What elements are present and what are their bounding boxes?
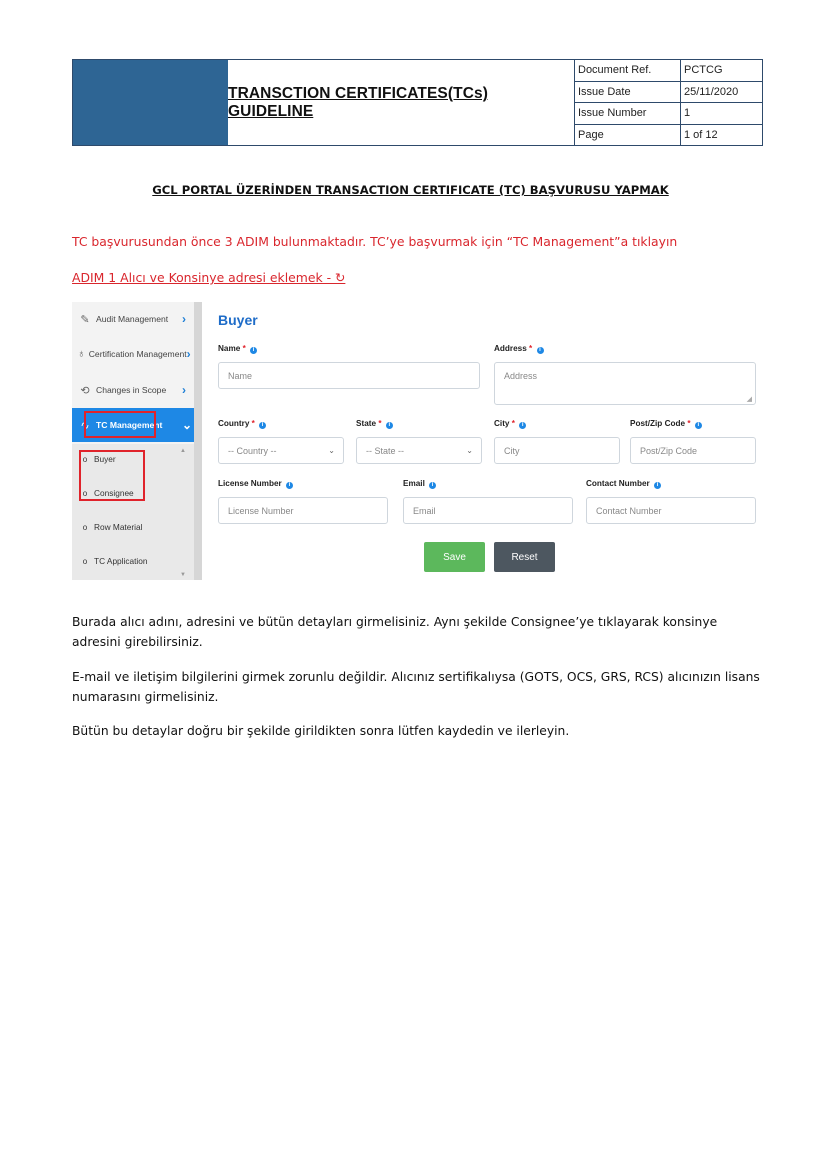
- sidebar-item-label: Changes in Scope: [96, 385, 167, 395]
- portal-screenshot: [72, 302, 762, 582]
- submenu-item-tc-application[interactable]: [72, 546, 196, 576]
- sidebar-item-label: Certification Management: [88, 349, 187, 359]
- label-text: Post/Zip Code: [630, 419, 686, 428]
- paragraph-3: Bütün bu detaylar doğru bir şekilde girildikten sonra lütfen kaydedin ve ilerleyin.: [72, 724, 570, 738]
- label-text: City: [494, 419, 510, 428]
- document-title: TRANSCTION CERTIFICATES(TCs) GUIDELINE: [228, 84, 488, 120]
- paragraph-1: Burada alıcı adını, adresini ve bütün detayları girmelisiniz. Aynı şekilde Consignee’ye tıklayarak konsinye adresini girebilirsiniz.: [72, 615, 718, 649]
- changes-icon: ⟲: [80, 384, 90, 397]
- postcode-label: [630, 419, 702, 429]
- sidebar-item-label: Audit Management: [96, 314, 169, 324]
- form-title: Buyer: [218, 312, 258, 328]
- meta-key: Issue Date: [575, 82, 681, 103]
- scroll-down-icon: ▼: [180, 572, 186, 578]
- bullet-icon: o: [82, 454, 88, 464]
- meta-key: Document Ref.: [575, 60, 681, 81]
- highlight-buyer-consignee: [79, 450, 145, 501]
- city-input[interactable]: City: [494, 437, 620, 464]
- country-label: [218, 419, 266, 429]
- submenu-label: Row Material: [94, 522, 143, 532]
- header-title-cell: [228, 60, 575, 145]
- certificate-icon: ♁: [77, 348, 86, 360]
- label-text: Contact Number: [586, 479, 650, 488]
- submenu-label: Buyer: [94, 454, 116, 464]
- document-header: [72, 59, 763, 146]
- chevron-down-icon: ⌄: [182, 418, 193, 432]
- meta-row-page: [575, 124, 762, 146]
- meta-key: Issue Number: [575, 103, 681, 124]
- label-text: License Number: [218, 479, 282, 488]
- meta-key: Page: [575, 125, 681, 146]
- submenu-scrollbar[interactable]: [180, 446, 188, 578]
- required-mark: *: [251, 419, 255, 428]
- name-input[interactable]: Name: [218, 362, 480, 389]
- info-icon[interactable]: i: [519, 422, 526, 429]
- chevron-down-icon: ⌄: [328, 446, 335, 455]
- meta-value: 25/11/2020: [684, 85, 739, 98]
- save-button[interactable]: Save: [424, 542, 485, 572]
- license-input[interactable]: License Number: [218, 497, 388, 524]
- required-mark: *: [378, 419, 382, 428]
- header-logo-block: [73, 60, 228, 145]
- chevron-down-icon: ⌄: [466, 446, 473, 455]
- resize-grip-icon[interactable]: ◢: [746, 396, 752, 403]
- info-icon[interactable]: i: [259, 422, 266, 429]
- edit-icon: ✎: [80, 313, 90, 326]
- label-text: State: [356, 419, 377, 428]
- placeholder-text: Address: [504, 371, 538, 381]
- required-mark: *: [511, 419, 515, 428]
- chevron-right-icon: ›: [182, 383, 186, 397]
- label-text: Address: [494, 344, 527, 353]
- sidebar-item-changes-in-scope[interactable]: [72, 373, 196, 407]
- submenu-item-row-material[interactable]: [72, 512, 196, 542]
- meta-value: 1: [684, 107, 691, 120]
- info-icon[interactable]: i: [386, 422, 393, 429]
- label-text: Country: [218, 419, 250, 428]
- contact-input[interactable]: Contact Number: [586, 497, 756, 524]
- required-mark: *: [242, 344, 246, 353]
- info-icon[interactable]: i: [286, 482, 293, 489]
- name-label: [218, 344, 257, 354]
- step-1-heading: ADIM 1 Alıcı ve Konsinye adresi eklemek - ↻: [72, 270, 346, 285]
- sidebar-scrollbar[interactable]: [194, 302, 202, 580]
- state-label: [356, 419, 393, 429]
- info-icon[interactable]: i: [537, 347, 544, 354]
- bullet-icon: o: [82, 522, 88, 532]
- address-textarea[interactable]: [494, 362, 756, 405]
- city-label: [494, 419, 526, 429]
- meta-row-issue-number: [575, 102, 762, 124]
- paragraph-2: E-mail ve iletişim bilgilerini girmek zorunlu değildir. Alıcınız sertifikalıysa (GOTS, OCS, GRS, RCS) alıcınızın lisans numarasını girmelisiniz.: [72, 670, 760, 704]
- bullet-icon: o: [82, 556, 88, 566]
- meta-value: PCTCG: [684, 64, 723, 77]
- meta-row-issue-date: [575, 81, 762, 103]
- address-label: [494, 344, 544, 354]
- postcode-input[interactable]: Post/Zip Code: [630, 437, 756, 464]
- chevron-right-icon: ›: [186, 347, 191, 361]
- meta-value: 1 of 12: [684, 128, 718, 141]
- selected-value: -- Country --: [228, 445, 277, 456]
- email-input[interactable]: Email: [403, 497, 573, 524]
- info-icon[interactable]: i: [654, 482, 661, 489]
- sidebar-item-audit-management[interactable]: [72, 302, 196, 336]
- selected-value: -- State --: [366, 445, 405, 456]
- contact-label: [586, 479, 661, 489]
- portal-sidebar: [72, 302, 202, 580]
- country-select[interactable]: [218, 437, 344, 464]
- label-text: Name: [218, 344, 241, 353]
- info-icon[interactable]: i: [429, 482, 436, 489]
- email-label: [403, 479, 436, 489]
- submenu-label: TC Application: [94, 556, 148, 566]
- bullet-icon: o: [82, 488, 88, 498]
- submenu-label: Consignee: [94, 488, 134, 498]
- reset-button[interactable]: Reset: [494, 542, 555, 572]
- state-select[interactable]: [356, 437, 482, 464]
- scroll-up-icon: ▲: [180, 448, 186, 454]
- required-mark: *: [529, 344, 533, 353]
- meta-row-ref: [575, 60, 762, 81]
- intro-text: TC başvurusundan önce 3 ADIM bulunmaktadır. TC’ye başvurmak için “TC Management”a tıklayın: [72, 234, 678, 249]
- label-text: Email: [403, 479, 425, 488]
- highlight-tc-management: [84, 411, 156, 438]
- info-icon[interactable]: i: [250, 347, 257, 354]
- sidebar-item-certification-management[interactable]: [72, 337, 196, 371]
- license-label: [218, 479, 293, 489]
- buyer-form: [218, 302, 762, 580]
- chevron-right-icon: ›: [182, 312, 186, 326]
- chart-icon: ∿: [80, 419, 90, 432]
- section-title: GCL PORTAL ÜZERİNDEN TRANSACTION CERTIFICATE (TC) BAŞVURUSU YAPMAK: [152, 183, 669, 197]
- document-meta-table: [575, 60, 762, 145]
- info-icon[interactable]: i: [695, 422, 702, 429]
- sidebar-item-label: TC Management: [96, 420, 163, 430]
- required-mark: *: [687, 419, 691, 428]
